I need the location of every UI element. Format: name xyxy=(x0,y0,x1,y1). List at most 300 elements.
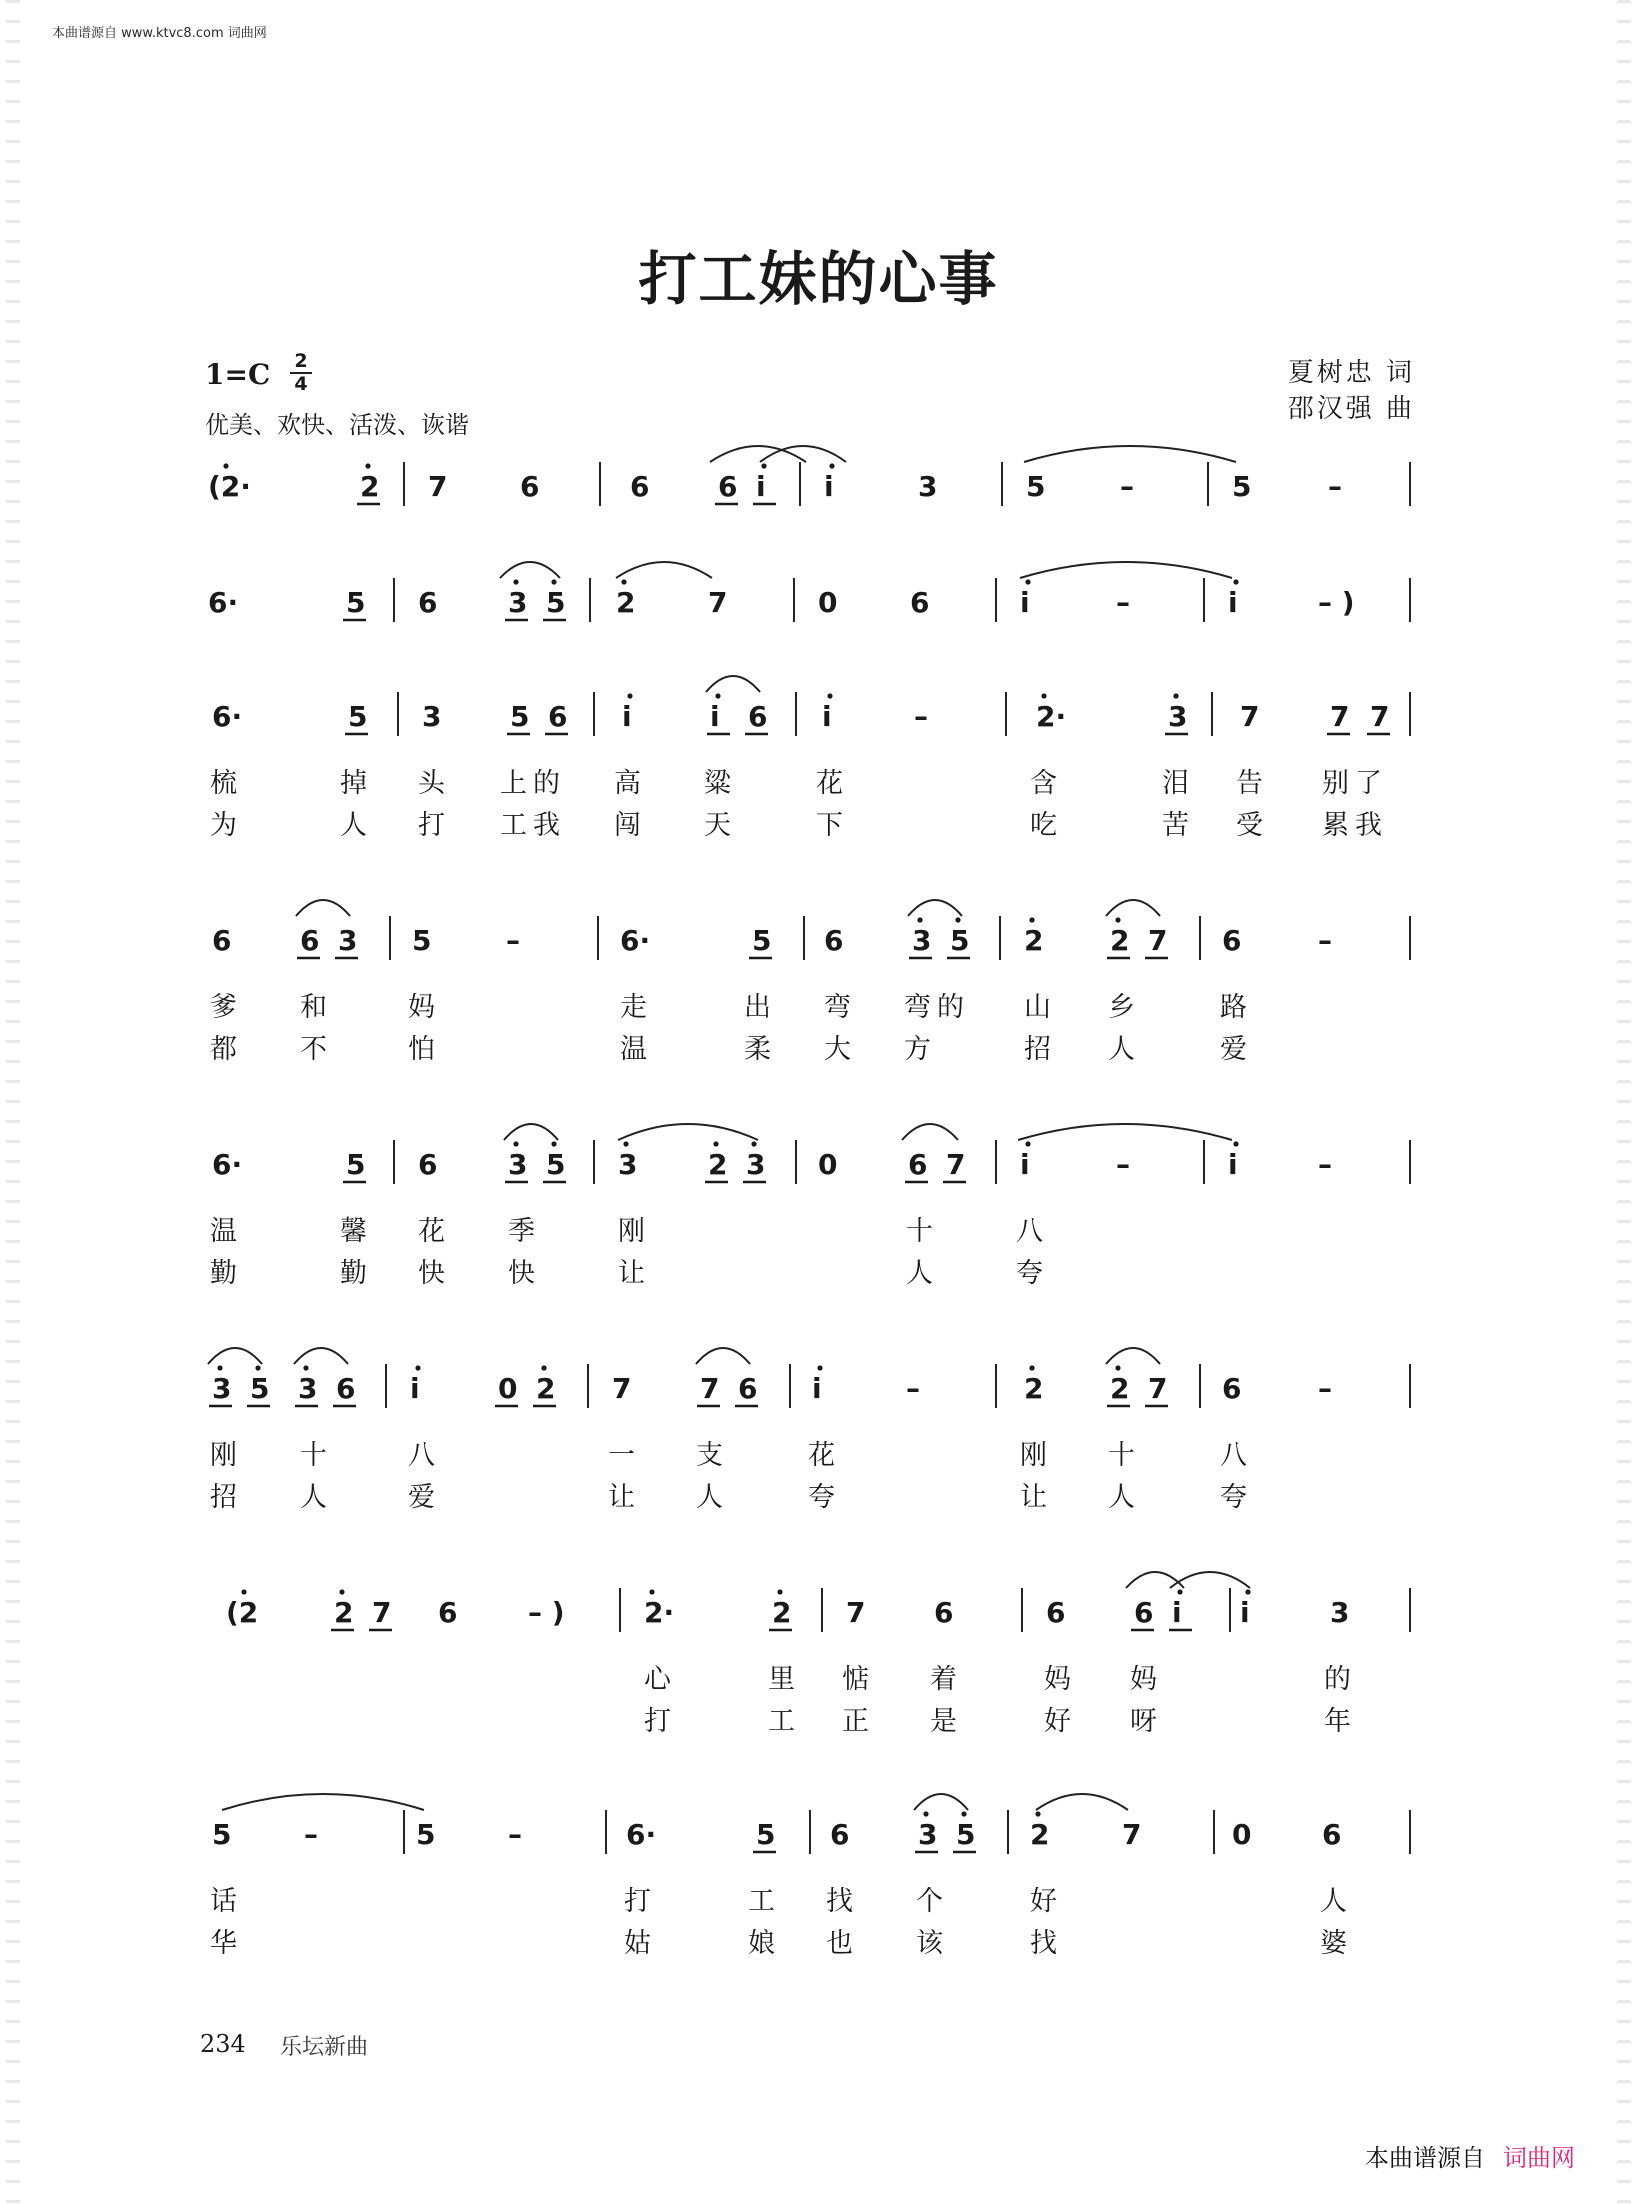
note: i xyxy=(1020,1148,1030,1181)
note: 5 xyxy=(546,586,566,619)
note: – ) xyxy=(528,1596,565,1629)
lyric-word: 温 xyxy=(620,1034,653,1065)
lyric-word: 爱 xyxy=(408,1482,441,1513)
lyric-word: 受 xyxy=(1236,810,1269,841)
lyric-word: 苦 xyxy=(1162,810,1195,841)
note: – xyxy=(1116,586,1130,619)
note: – xyxy=(1116,1148,1130,1181)
slur xyxy=(1036,1794,1128,1810)
note: 5 xyxy=(212,1818,232,1851)
lyric-word: 好 xyxy=(1044,1706,1077,1737)
lyric-word: 人 xyxy=(300,1482,333,1513)
lyric-word: 姑 xyxy=(624,1928,657,1959)
lyric-word: 招 xyxy=(210,1482,243,1513)
note: 7 xyxy=(1240,700,1260,733)
note: 6 xyxy=(908,1148,928,1181)
octave-dot xyxy=(1029,917,1034,922)
lyric-word: 着 xyxy=(930,1664,963,1695)
octave-dot xyxy=(241,1589,246,1594)
slur xyxy=(1018,1124,1232,1140)
lyric-word: 好 xyxy=(1030,1886,1063,1917)
note: 6· xyxy=(212,1148,243,1181)
score-system xyxy=(210,900,1410,1065)
octave-dot xyxy=(1115,917,1120,922)
octave-dot xyxy=(1115,1365,1120,1370)
lyric-word: 不 xyxy=(300,1034,333,1065)
note: 0 xyxy=(498,1372,518,1405)
lyric-word: 告 xyxy=(1236,768,1269,799)
note: 2 xyxy=(334,1596,354,1629)
lyric-word: 掉 xyxy=(340,768,373,799)
note: – xyxy=(506,924,520,957)
lyric-word: 刚 xyxy=(210,1440,243,1471)
note: i xyxy=(1228,586,1238,619)
note: 5 xyxy=(416,1818,436,1851)
lyric-word: 娘 xyxy=(748,1928,781,1959)
note: 6 xyxy=(718,470,738,503)
lyric-word: 找 xyxy=(826,1886,859,1917)
note: 3 xyxy=(422,700,442,733)
lyric-word: 梳 xyxy=(210,768,243,799)
note: 2· xyxy=(644,1596,675,1629)
lyric-word: 十 xyxy=(906,1216,939,1247)
note: 6 xyxy=(830,1818,850,1851)
footer-source-label: 本曲谱源自 xyxy=(1365,2144,1485,2172)
note: 2 xyxy=(1024,1372,1044,1405)
octave-dot xyxy=(621,579,626,584)
note: 6 xyxy=(1046,1596,1066,1629)
lyric-word: 话 xyxy=(210,1886,243,1917)
lyric-word: 走 xyxy=(620,992,653,1023)
lyric-word: 弯的 xyxy=(904,992,970,1023)
slur xyxy=(208,1348,262,1364)
lyric-word: 温 xyxy=(210,1216,243,1247)
note: 0 xyxy=(818,1148,838,1181)
lyric-word: 吃 xyxy=(1030,810,1063,841)
lyric-word: 十 xyxy=(1108,1440,1141,1471)
lyric-word: 让 xyxy=(1020,1482,1053,1513)
lyric-word: 泪 xyxy=(1162,768,1195,799)
note: 6 xyxy=(910,586,930,619)
slur xyxy=(294,1348,348,1364)
song-title: 打工妹的心事 xyxy=(638,245,999,313)
note: 6 xyxy=(1134,1596,1154,1629)
note: 2 xyxy=(536,1372,556,1405)
key-signature: 1=C xyxy=(205,358,271,391)
note: 5 xyxy=(756,1818,776,1851)
lyricist-credit: 夏树忠 词 xyxy=(1287,358,1415,388)
slur xyxy=(296,900,350,916)
note: – xyxy=(1318,1148,1332,1181)
note: i xyxy=(822,700,832,733)
lyric-word: 工我 xyxy=(500,810,566,841)
octave-dot xyxy=(541,1365,546,1370)
lyric-word: 呀 xyxy=(1130,1706,1163,1737)
note: 6 xyxy=(520,470,540,503)
octave-dot xyxy=(627,693,632,698)
lyric-word: 工 xyxy=(768,1706,801,1737)
score-system xyxy=(226,1572,1410,1737)
lyric-word: 花 xyxy=(808,1440,841,1471)
lyric-word: 和 xyxy=(300,992,333,1023)
time-signature-top: 2 xyxy=(294,350,308,372)
lyric-word: 高 xyxy=(614,768,647,799)
tempo-marking: 优美、欢快、活泼、诙谐 xyxy=(205,411,469,439)
note: i xyxy=(756,470,766,503)
composer-credit: 邵汉强 曲 xyxy=(1287,394,1415,424)
slur xyxy=(1106,1348,1160,1364)
note: 3 xyxy=(298,1372,318,1405)
octave-dot xyxy=(817,1365,822,1370)
octave-dot xyxy=(623,1141,628,1146)
octave-dot xyxy=(761,463,766,468)
octave-dot xyxy=(923,1811,928,1816)
note: – xyxy=(1328,470,1342,503)
lyric-word: 打 xyxy=(644,1706,677,1737)
lyric-word: 方 xyxy=(904,1034,937,1065)
octave-dot xyxy=(649,1589,654,1594)
lyric-word: 粱 xyxy=(704,768,737,799)
octave-dot xyxy=(303,1365,308,1370)
lyric-word: 妈 xyxy=(1044,1664,1077,1695)
note: i xyxy=(622,700,632,733)
lyric-word: 路 xyxy=(1220,992,1253,1023)
octave-dot xyxy=(829,463,834,468)
lyric-word: 妈 xyxy=(408,992,441,1023)
note: i xyxy=(1172,1596,1182,1629)
note: 6 xyxy=(934,1596,954,1629)
note: 5 xyxy=(752,924,772,957)
octave-dot xyxy=(961,1811,966,1816)
note: 5 xyxy=(250,1372,270,1405)
lyric-word: 柔 xyxy=(744,1034,777,1065)
octave-dot xyxy=(1233,1141,1238,1146)
note: 6 xyxy=(824,924,844,957)
note: 2 xyxy=(1024,924,1044,957)
slur xyxy=(696,1348,750,1364)
lyric-word: 勤 xyxy=(340,1258,373,1289)
lyric-word: 上的 xyxy=(500,768,566,799)
lyric-word: 刚 xyxy=(618,1216,651,1247)
lyric-word: 花 xyxy=(418,1216,451,1247)
octave-dot xyxy=(1025,579,1030,584)
lyric-word: 支 xyxy=(696,1440,729,1471)
score-system xyxy=(210,676,1410,841)
note: 7 xyxy=(1148,1372,1168,1405)
octave-dot xyxy=(513,1141,518,1146)
note: i xyxy=(710,700,720,733)
octave-dot xyxy=(827,693,832,698)
note: i xyxy=(410,1372,420,1405)
lyric-word: 出 xyxy=(744,992,777,1023)
lyric-word: 含 xyxy=(1030,768,1063,799)
lyric-word: 天 xyxy=(704,810,737,841)
lyric-word: 心 xyxy=(644,1664,677,1695)
score-system xyxy=(208,1348,1410,1513)
footer-source xyxy=(1365,2138,1575,2173)
octave-dot xyxy=(751,1141,756,1146)
slur xyxy=(902,1124,958,1140)
lyric-word: 人 xyxy=(906,1258,939,1289)
lyric-word: 弯 xyxy=(824,992,857,1023)
lyric-word: 人 xyxy=(696,1482,729,1513)
lyric-word: 为 xyxy=(210,810,243,841)
octave-dot xyxy=(917,917,922,922)
lyric-word: 里 xyxy=(768,1664,801,1695)
lyric-word: 是 xyxy=(930,1706,963,1737)
lyric-word: 刚 xyxy=(1020,1440,1053,1471)
lyric-word: 婆 xyxy=(1320,1928,1353,1959)
page-number: 234 xyxy=(200,2030,246,2058)
note: 2 xyxy=(772,1596,792,1629)
lyric-word: 人 xyxy=(1108,1034,1141,1065)
lyric-word: 下 xyxy=(816,810,849,841)
note: 5 xyxy=(510,700,530,733)
note: 3 xyxy=(918,470,938,503)
score-system xyxy=(210,1124,1410,1289)
lyric-word: 闯 xyxy=(614,810,647,841)
note: (2 xyxy=(226,1596,259,1629)
note: 7 xyxy=(700,1372,720,1405)
note: 5 xyxy=(1026,470,1046,503)
octave-dot xyxy=(551,579,556,584)
note: 5 xyxy=(956,1818,976,1851)
footer-source-site[interactable]: 词曲网 xyxy=(1503,2144,1575,2172)
lyric-word: 华 xyxy=(210,1928,243,1959)
lyric-word: 让 xyxy=(618,1258,651,1289)
note: – xyxy=(1318,924,1332,957)
lyric-word: 打 xyxy=(624,1886,657,1917)
note: – xyxy=(1120,470,1134,503)
note: i xyxy=(1020,586,1030,619)
note: 3 xyxy=(508,1148,528,1181)
note: 3 xyxy=(1168,700,1188,733)
note: 6 xyxy=(1222,924,1242,957)
note: 7 xyxy=(612,1372,632,1405)
octave-dot xyxy=(217,1365,222,1370)
note: 6 xyxy=(548,700,568,733)
note: 3 xyxy=(746,1148,766,1181)
note: 2 xyxy=(708,1148,728,1181)
slur xyxy=(706,676,760,692)
note: 2· xyxy=(1036,700,1067,733)
note: 6 xyxy=(438,1596,458,1629)
lyric-word: 馨 xyxy=(340,1216,373,1247)
octave-dot xyxy=(223,463,228,468)
lyric-word: 人 xyxy=(1320,1886,1353,1917)
note: i xyxy=(1240,1596,1250,1629)
octave-dot xyxy=(955,917,960,922)
note: 0 xyxy=(1232,1818,1252,1851)
octave-dot xyxy=(1025,1141,1030,1146)
note: – xyxy=(914,700,928,733)
slur xyxy=(500,562,560,578)
note: – xyxy=(1318,1372,1332,1405)
note: – xyxy=(508,1818,522,1851)
lyric-word: 累我 xyxy=(1322,810,1388,841)
lyric-word: 头 xyxy=(418,768,451,799)
lyric-word: 妈 xyxy=(1130,1664,1163,1695)
lyric-word: 招 xyxy=(1024,1034,1057,1065)
note: 2 xyxy=(616,586,636,619)
octave-dot xyxy=(1035,1811,1040,1816)
slur xyxy=(618,1124,758,1140)
note: 2 xyxy=(1110,924,1130,957)
note: 3 xyxy=(212,1372,232,1405)
octave-dot xyxy=(777,1589,782,1594)
lyric-word: 勤 xyxy=(210,1258,243,1289)
lyric-word: 十 xyxy=(300,1440,333,1471)
note: i xyxy=(824,470,834,503)
note: 7 xyxy=(708,586,728,619)
note: 3 xyxy=(618,1148,638,1181)
lyric-word: 山 xyxy=(1024,992,1057,1023)
octave-dot xyxy=(1245,1589,1250,1594)
note: 6 xyxy=(418,586,438,619)
lyric-word: 打 xyxy=(418,810,451,841)
note: 5 xyxy=(546,1148,566,1181)
lyric-word: 大 xyxy=(824,1034,857,1065)
note: – ) xyxy=(1318,586,1355,619)
note: 5 xyxy=(346,1148,366,1181)
octave-dot xyxy=(1029,1365,1034,1370)
note: 5 xyxy=(346,586,366,619)
note: i xyxy=(812,1372,822,1405)
note: 6 xyxy=(1222,1372,1242,1405)
lyric-word: 惦 xyxy=(842,1664,875,1695)
octave-dot xyxy=(1173,693,1178,698)
note: 5 xyxy=(1232,470,1252,503)
lyric-word: 八 xyxy=(408,1440,441,1471)
time-signature-bottom: 4 xyxy=(294,373,308,395)
note: 3 xyxy=(508,586,528,619)
slur xyxy=(616,562,712,578)
note: 6 xyxy=(212,924,232,957)
note: 7 xyxy=(1148,924,1168,957)
slur xyxy=(908,900,962,916)
lyric-word: 夸 xyxy=(808,1482,841,1513)
octave-dot xyxy=(339,1589,344,1594)
lyric-word: 八 xyxy=(1220,1440,1253,1471)
note: – xyxy=(304,1818,318,1851)
note: 3 xyxy=(1330,1596,1350,1629)
lyric-word: 快 xyxy=(418,1258,451,1289)
octave-dot xyxy=(713,1141,718,1146)
note: 6· xyxy=(212,700,243,733)
note: 6 xyxy=(630,470,650,503)
lyric-word: 都 xyxy=(210,1034,243,1065)
lyric-word: 爱 xyxy=(1220,1034,1253,1065)
slur xyxy=(710,446,806,462)
lyric-word: 快 xyxy=(508,1258,541,1289)
lyric-word: 一 xyxy=(608,1440,641,1471)
octave-dot xyxy=(715,693,720,698)
lyric-word: 人 xyxy=(1108,1482,1141,1513)
octave-dot xyxy=(551,1141,556,1146)
note: 7 xyxy=(1330,700,1350,733)
slur xyxy=(1126,1572,1184,1588)
note: 7 xyxy=(1370,700,1390,733)
note: 2 xyxy=(1030,1818,1050,1851)
note: 3 xyxy=(338,924,358,957)
lyric-word: 找 xyxy=(1030,1928,1063,1959)
lyric-word: 季 xyxy=(508,1216,541,1247)
lyric-word: 正 xyxy=(842,1706,875,1737)
lyric-word: 八 xyxy=(1016,1216,1049,1247)
note: 6 xyxy=(300,924,320,957)
note: – xyxy=(906,1372,920,1405)
lyric-word: 工 xyxy=(748,1886,781,1917)
score-system xyxy=(210,1794,1410,1959)
lyric-word: 的 xyxy=(1324,1664,1357,1695)
note: 7 xyxy=(372,1596,392,1629)
note: 3 xyxy=(918,1818,938,1851)
lyric-word: 爹 xyxy=(210,992,243,1023)
lyric-word: 让 xyxy=(608,1482,641,1513)
note: 7 xyxy=(946,1148,966,1181)
lyric-word: 别了 xyxy=(1322,768,1388,799)
note: 5 xyxy=(412,924,432,957)
note: 6· xyxy=(626,1818,657,1851)
octave-dot xyxy=(1041,693,1046,698)
note: 7 xyxy=(846,1596,866,1629)
slur xyxy=(1020,562,1232,578)
octave-dot xyxy=(255,1365,260,1370)
lyric-word: 也 xyxy=(826,1928,859,1959)
note: 6 xyxy=(1322,1818,1342,1851)
lyric-word: 夸 xyxy=(1016,1258,1049,1289)
note: 2 xyxy=(1110,1372,1130,1405)
note: 6 xyxy=(336,1372,356,1405)
note: 6· xyxy=(208,586,239,619)
note: 5 xyxy=(950,924,970,957)
lyric-word: 年 xyxy=(1324,1706,1357,1737)
octave-dot xyxy=(365,463,370,468)
octave-dot xyxy=(415,1365,420,1370)
note: 6 xyxy=(738,1372,758,1405)
slur xyxy=(914,1794,968,1810)
note: 3 xyxy=(912,924,932,957)
note: i xyxy=(1228,1148,1238,1181)
note: 0 xyxy=(818,586,838,619)
note: 6 xyxy=(748,700,768,733)
note: 7 xyxy=(428,470,448,503)
octave-dot xyxy=(1233,579,1238,584)
note: 6· xyxy=(620,924,651,957)
note: (2· xyxy=(208,470,251,503)
note: 7 xyxy=(1122,1818,1142,1851)
lyric-word: 怕 xyxy=(408,1034,441,1065)
score-system xyxy=(208,446,1410,506)
lyric-word: 花 xyxy=(816,768,849,799)
book-title: 乐坛新曲 xyxy=(280,2035,369,2060)
slur xyxy=(1024,446,1236,462)
octave-dot xyxy=(513,579,518,584)
header-source-text: 本曲谱源自 www.ktvc8.com 词曲网 xyxy=(52,26,267,41)
lyric-word: 该 xyxy=(916,1928,949,1959)
lyric-word: 乡 xyxy=(1108,992,1141,1023)
slur xyxy=(222,1794,424,1810)
lyric-word: 个 xyxy=(916,1886,949,1917)
octave-dot xyxy=(1177,1589,1182,1594)
note: 5 xyxy=(348,700,368,733)
slur xyxy=(504,1124,558,1140)
slur xyxy=(1106,900,1160,916)
lyric-word: 人 xyxy=(340,810,373,841)
score-system xyxy=(208,562,1410,622)
lyric-word: 夸 xyxy=(1220,1482,1253,1513)
note: 6 xyxy=(418,1148,438,1181)
